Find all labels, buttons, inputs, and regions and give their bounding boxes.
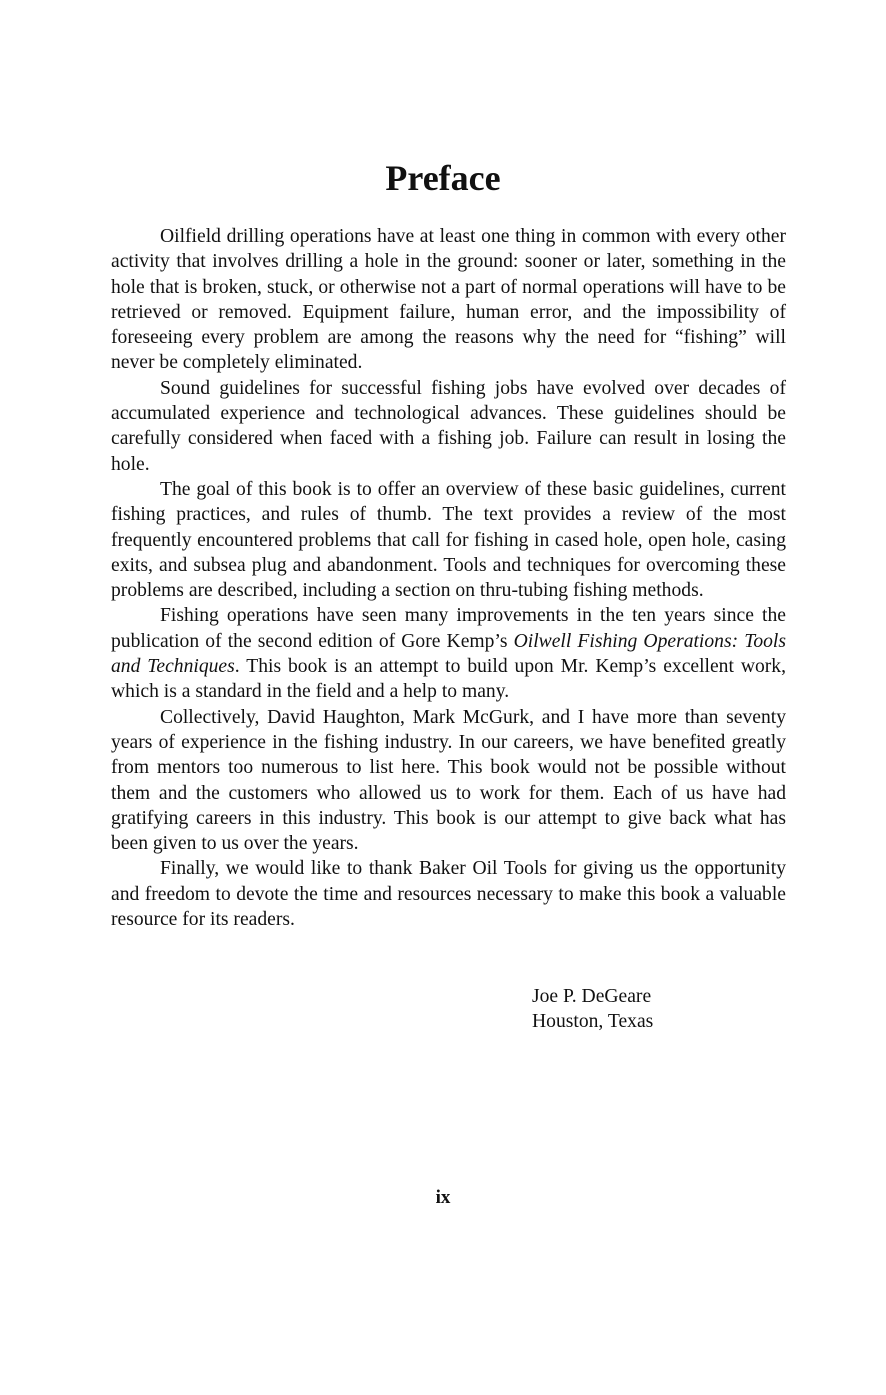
paragraph-4-text-after: . This book is an attempt to build upon Mr. Kemp’s excellent work, which is a standard in the field and a help to many.	[111, 656, 786, 703]
paragraph-5: Collectively, David Haughton, Mark McGurk, and I have more than seventy years of experience in the fishing industry. In our careers, we have benefited greatly from mentors too numerous to list here. This book would not be possible without them and the customers who allowed us to work for them. Each of us have had gratifying careers in this industry. This book is our attempt to give back what has been given to us over the years.	[111, 706, 786, 855]
signature-location: Houston, Texas	[532, 1011, 654, 1033]
page-title: Preface	[385, 158, 501, 198]
paragraph-4-text-before: Fishing operations have seen many improvements in the ten years since the publication of the second edition of Gore Kemp’s	[111, 605, 786, 652]
signature-name: Joe P. DeGeare	[532, 986, 652, 1007]
paragraph-6: Finally, we would like to thank Baker Oil Tools for giving us the opportunity and freedom to devote the time and resources necessary to make this book a valuable resource for its readers.	[111, 858, 786, 931]
paragraph-2: Sound guidelines for successful fishing jobs have evolved over decades of accumulated experience and technological advances. These guidelines should be carefully considered when faced with a fishing job. Failure can result in losing the hole.	[111, 377, 786, 475]
paragraph-3: The goal of this book is to offer an overview of these basic guidelines, current fishing practices, and rules of thumb. The text provides a review of the most frequently encountered problems that call for fishing in cased hole, open hole, casing exits, and subsea plug and abandonment. Tools and techniques for overcoming these problems are described, including a section on thru-tubing fishing methods.	[111, 478, 786, 602]
preface-body	[111, 224, 786, 932]
page-number: ix	[435, 1187, 451, 1208]
paragraph-4	[111, 603, 786, 704]
paragraph-1: Oilfield drilling operations have at least one thing in common with every other activity that involves drilling a hole in the ground: sooner or later, something in the hole that is broken, stuck, or otherwise not a part of normal operations will have to be retrieved or removed. Equipment failure, human error, and the impossibility of foreseeing every problem are among the reasons why the need for “fishing” will never be completely eliminated.	[111, 226, 786, 374]
signature-block	[532, 984, 653, 1035]
book-title-italic: Oilwell Fishing Operations: Tools and Techniques	[111, 630, 786, 678]
